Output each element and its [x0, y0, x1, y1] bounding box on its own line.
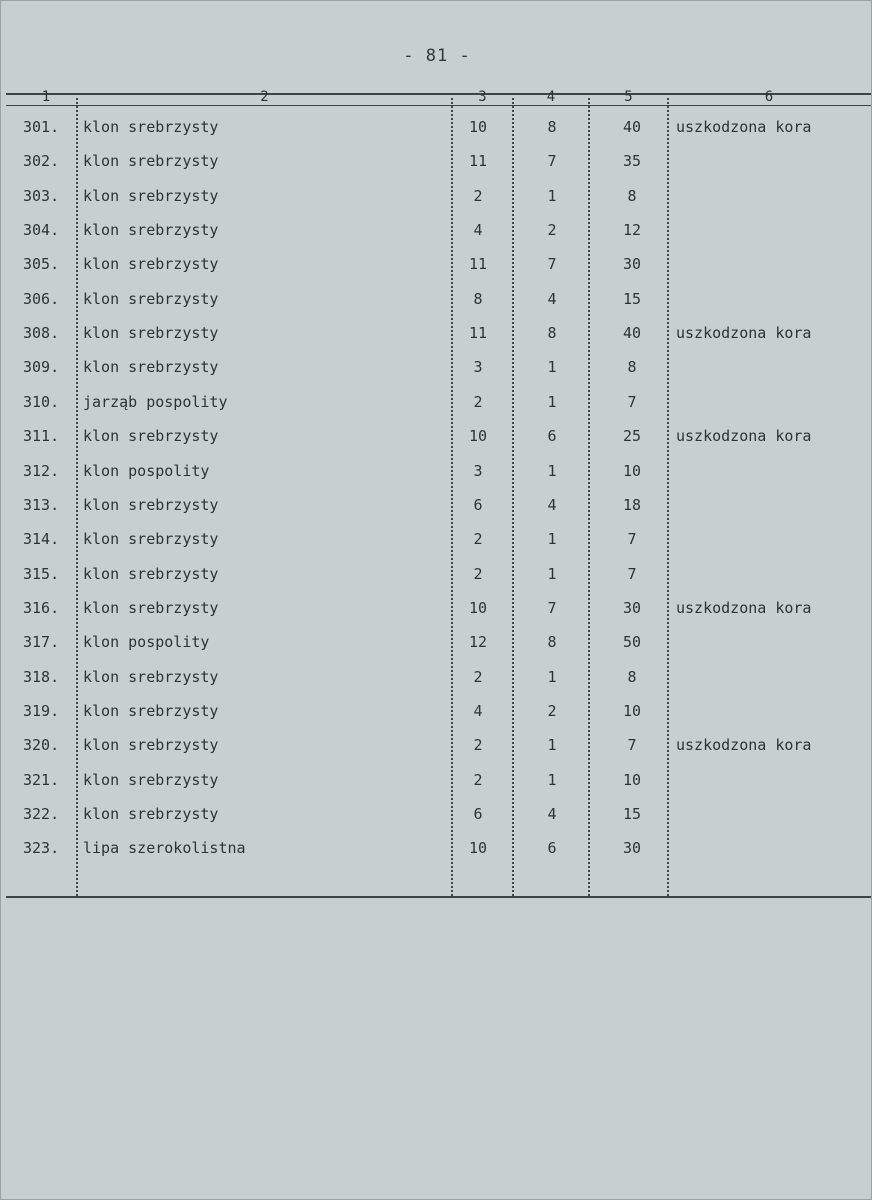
value-col-3: 3 — [473, 461, 483, 480]
value-col-3: 10 — [468, 839, 488, 858]
value-col-5: 25 — [622, 427, 642, 446]
table-row — [1, 217, 872, 243]
value-col-3: 10 — [468, 598, 488, 617]
value-col-4: 1 — [547, 186, 557, 205]
tree-name: klon srebrzysty — [83, 770, 219, 789]
row-number: 321. — [23, 770, 60, 789]
value-col-3: 10 — [468, 118, 488, 136]
value-col-5: 7 — [627, 392, 637, 411]
value-col-4: 1 — [547, 667, 557, 686]
value-col-4: 1 — [547, 358, 557, 377]
tree-name: klon srebrzysty — [83, 564, 219, 583]
value-col-4: 8 — [547, 633, 557, 652]
value-col-3: 6 — [473, 805, 483, 823]
table-row — [1, 389, 872, 415]
value-col-4: 7 — [547, 255, 557, 274]
tree-name: klon srebrzysty — [83, 255, 219, 274]
table-row — [1, 148, 872, 174]
value-col-3: 11 — [468, 152, 488, 171]
table-row — [1, 492, 872, 518]
value-col-5: 40 — [622, 118, 642, 136]
value-col-5: 7 — [627, 736, 637, 755]
row-number: 322. — [23, 805, 60, 823]
tree-name: klon srebrzysty — [83, 358, 219, 377]
header-rule — [6, 105, 871, 106]
row-number: 320. — [23, 736, 60, 755]
row-number: 301. — [23, 118, 60, 136]
value-col-3: 6 — [473, 495, 483, 514]
value-col-5: 8 — [627, 667, 637, 686]
value-col-3: 3 — [473, 358, 483, 377]
value-col-5: 12 — [622, 221, 642, 240]
value-col-3: 11 — [468, 255, 488, 274]
value-col-5: 35 — [622, 152, 642, 171]
value-col-4: 4 — [547, 805, 557, 823]
value-col-3: 2 — [473, 530, 483, 549]
tree-name: klon srebrzysty — [83, 667, 219, 686]
table-row — [1, 114, 872, 140]
row-number: 319. — [23, 701, 60, 720]
table-row — [1, 423, 872, 449]
table-row — [1, 526, 872, 552]
value-col-5: 7 — [627, 530, 637, 549]
value-col-4: 8 — [547, 324, 557, 343]
tree-name: lipa szerokolistna — [83, 839, 246, 858]
tree-name: klon srebrzysty — [83, 495, 219, 514]
value-col-3: 4 — [473, 221, 483, 240]
value-col-4: 6 — [547, 839, 557, 858]
row-number: 309. — [23, 358, 60, 377]
row-number: 304. — [23, 221, 60, 240]
column-header-5: 5 — [624, 89, 633, 105]
value-col-4: 4 — [547, 495, 557, 514]
row-number: 316. — [23, 598, 60, 617]
remark: uszkodzona kora — [676, 118, 812, 136]
tree-name: klon srebrzysty — [83, 427, 219, 446]
table-row — [1, 629, 872, 655]
value-col-4: 1 — [547, 564, 557, 583]
column-header-2: 2 — [260, 89, 269, 105]
tree-name: klon srebrzysty — [83, 530, 219, 549]
value-col-5: 10 — [622, 701, 642, 720]
value-col-5: 8 — [627, 358, 637, 377]
value-col-5: 50 — [622, 633, 642, 652]
column-header-3: 3 — [478, 89, 487, 105]
row-number: 311. — [23, 427, 60, 446]
table-row — [1, 286, 872, 312]
remark: uszkodzona kora — [676, 736, 812, 755]
value-col-3: 11 — [468, 324, 488, 343]
table-row — [1, 767, 872, 793]
tree-name: klon pospolity — [83, 633, 210, 652]
tree-name: klon srebrzysty — [83, 186, 219, 205]
row-number: 318. — [23, 667, 60, 686]
value-col-5: 7 — [627, 564, 637, 583]
tree-name: klon srebrzysty — [83, 289, 219, 308]
value-col-4: 7 — [547, 152, 557, 171]
table-row — [1, 183, 872, 209]
value-col-3: 10 — [468, 427, 488, 446]
value-col-3: 2 — [473, 736, 483, 755]
value-col-3: 2 — [473, 770, 483, 789]
column-header-4: 4 — [546, 89, 556, 105]
tree-name: klon srebrzysty — [83, 736, 219, 755]
value-col-5: 30 — [622, 255, 642, 274]
value-col-4: 6 — [547, 427, 557, 446]
row-number: 312. — [23, 461, 60, 480]
tree-name: klon srebrzysty — [83, 598, 219, 617]
column-header-1: 1 — [41, 89, 51, 105]
value-col-5: 30 — [622, 839, 642, 858]
value-col-3: 2 — [473, 564, 483, 583]
tree-name: klon srebrzysty — [83, 221, 219, 240]
value-col-5: 18 — [622, 495, 642, 514]
value-col-4: 7 — [547, 598, 557, 617]
row-number: 308. — [23, 324, 60, 343]
tree-name: klon srebrzysty — [83, 324, 219, 343]
tree-name: klon srebrzysty — [83, 701, 219, 720]
table-row — [1, 595, 872, 621]
value-col-4: 1 — [547, 770, 557, 789]
value-col-5: 15 — [622, 289, 642, 308]
row-number: 305. — [23, 255, 60, 274]
row-number: 323. — [23, 839, 60, 858]
row-number: 314. — [23, 530, 60, 549]
remark: uszkodzona kora — [676, 324, 812, 343]
value-col-5: 10 — [622, 770, 642, 789]
table-row — [1, 698, 872, 724]
table-row — [1, 835, 872, 861]
table-row — [1, 732, 872, 758]
tree-name: klon srebrzysty — [83, 152, 219, 171]
table-bottom-rule — [6, 896, 871, 898]
row-number: 306. — [23, 289, 60, 308]
value-col-5: 40 — [622, 324, 642, 343]
column-header-6: 6 — [764, 89, 774, 105]
value-col-4: 2 — [547, 221, 557, 240]
value-col-4: 1 — [547, 736, 557, 755]
row-number: 315. — [23, 564, 60, 583]
table-row — [1, 458, 872, 484]
value-col-4: 4 — [547, 289, 557, 308]
row-number: 302. — [23, 152, 60, 171]
row-number: 313. — [23, 495, 60, 514]
value-col-3: 2 — [473, 667, 483, 686]
page-number: - 81 - — [403, 46, 471, 66]
remark: uszkodzona kora — [676, 427, 812, 446]
table-row — [1, 801, 872, 827]
value-col-4: 1 — [547, 461, 557, 480]
value-col-4: 1 — [547, 530, 557, 549]
value-col-4: 8 — [547, 118, 557, 136]
table-row — [1, 251, 872, 277]
value-col-4: 2 — [547, 701, 557, 720]
value-col-3: 4 — [473, 701, 483, 720]
table-row — [1, 320, 872, 346]
value-col-5: 8 — [627, 186, 637, 205]
value-col-5: 30 — [622, 598, 642, 617]
tree-name: klon pospolity — [83, 461, 210, 480]
value-col-3: 2 — [473, 186, 483, 205]
value-col-4: 1 — [547, 392, 557, 411]
tree-name: klon srebrzysty — [83, 118, 219, 136]
value-col-3: 2 — [473, 392, 483, 411]
value-col-5: 15 — [622, 805, 642, 823]
remark: uszkodzona kora — [676, 598, 812, 617]
table-row — [1, 664, 872, 690]
value-col-3: 8 — [473, 289, 483, 308]
table-row — [1, 354, 872, 380]
tree-name: klon srebrzysty — [83, 805, 219, 823]
row-number: 317. — [23, 633, 60, 652]
row-number: 310. — [23, 392, 60, 411]
tree-name: jarząb pospolity — [83, 392, 228, 411]
table-row — [1, 561, 872, 587]
value-col-5: 10 — [622, 461, 642, 480]
value-col-3: 12 — [468, 633, 488, 652]
row-number: 303. — [23, 186, 60, 205]
